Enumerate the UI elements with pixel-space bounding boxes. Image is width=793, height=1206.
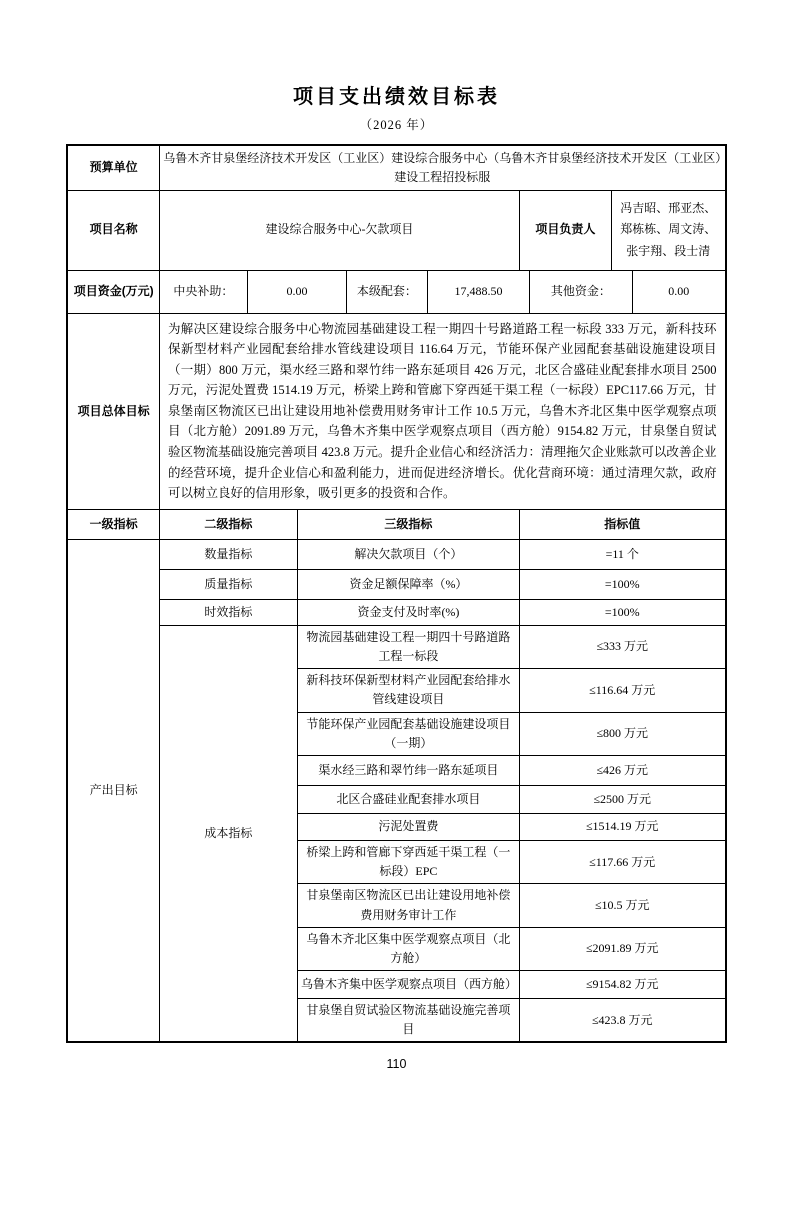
indicator-row: [67, 599, 725, 625]
local-matching-value: 17,488.50: [427, 270, 529, 313]
indicator-value: ≤1514.19 万元: [519, 813, 725, 840]
indicator-value: ≤2091.89 万元: [519, 927, 725, 970]
budget-unit-label: 预算单位: [67, 145, 159, 190]
level3-indicator: 甘泉堡自贸试验区物流基础设施完善项目: [297, 999, 519, 1043]
indicator-value: =100%: [519, 569, 725, 599]
level3-indicator: 乌鲁木齐集中医学观察点项目（西方舱）: [297, 971, 519, 999]
project-funds-row: [67, 270, 725, 313]
indicator-value: =11 个: [519, 539, 725, 569]
header-level3-indicator: 三级指标: [297, 509, 519, 539]
other-funds-value: 0.00: [632, 270, 725, 313]
project-leader-value: 冯吉昭、邢亚杰、郑栋栋、周文涛、张宇翔、段士清: [611, 190, 725, 270]
page-number: 110: [386, 1057, 407, 1072]
level2-quantity: 数量指标: [159, 539, 297, 569]
overall-goal-text: 为解决区建设综合服务中心物流园基础建设工程一期四十号路道路工程一标段 333 万元，新科技环保新型材料产业园配套给排水管线建设项目 116.64 万元，节能环保产业园配套基础设施建设项目（一期）800 万元，渠水经三路和翠竹纬一路东延项目 426 万元，北区合盛硅业配套排水项目 2500 万元，污泥处置费 1514.19 万元，桥梁上跨和管廊下穿西延干渠工程（一标段）EPC117.66 万元，甘泉堡南区物流区已出让建设用地补偿费用财务审计工作 10.5 万元，乌鲁木齐北区集中医学观察点项目（北方舱）2091.89 万元，乌鲁木齐集中医学观察点项目（西方舱）9154.82 万元，甘泉堡自贸试验区物流基础设施完善项目 423.8 万元。提升企业信心和经济活力：清理拖欠企业账款可以改善企业的经营环境，提升企业信心和盈利能力，进而促进经济增长。优化营商环境：通过清理欠款，政府可以树立良好的信用形象，吸引更多的投资和合作。: [159, 313, 725, 509]
project-leader-label: 项目负责人: [519, 190, 611, 270]
project-funds-label: 项目资金(万元): [67, 270, 159, 313]
indicator-value: ≤117.66 万元: [519, 840, 725, 883]
overall-goal-label: 项目总体目标: [67, 313, 159, 509]
level3-indicator: 乌鲁木齐北区集中医学观察点项目（北方舱）: [297, 927, 519, 970]
indicator-header-row: [67, 509, 725, 539]
project-name-label: 项目名称: [67, 190, 159, 270]
indicator-value: ≤2500 万元: [519, 785, 725, 813]
level3-indicator: 污泥处置费: [297, 813, 519, 840]
page-title: 项目支出绩效目标表: [293, 86, 500, 108]
level3-indicator: 桥梁上跨和管廊下穿西延干渠工程（一标段）EPC: [297, 840, 519, 883]
level3-indicator: 资金支付及时率(%): [297, 599, 519, 625]
document-page: [0, 84, 793, 1206]
indicator-value: ≤10.5 万元: [519, 884, 725, 927]
level3-indicator: 节能环保产业园配套基础设施建设项目（一期）: [297, 712, 519, 755]
level3-indicator: 北区合盛硅业配套排水项目: [297, 785, 519, 813]
indicator-row: [67, 569, 725, 599]
level2-cost: 成本指标: [159, 625, 297, 1042]
central-subsidy-value: 0.00: [247, 270, 346, 313]
indicator-value: ≤333 万元: [519, 625, 725, 668]
central-subsidy-label: 中央补助：: [159, 270, 247, 313]
indicator-value: ≤116.64 万元: [519, 669, 725, 712]
indicator-value: ≤423.8 万元: [519, 999, 725, 1043]
local-matching-label: 本级配套：: [346, 270, 427, 313]
page-subtitle: （2026 年）: [359, 118, 434, 132]
level2-timeliness: 时效指标: [159, 599, 297, 625]
indicator-row: [67, 625, 725, 668]
level3-indicator: 新科技环保新型材料产业园配套给排水管线建设项目: [297, 669, 519, 712]
project-name-value: 建设综合服务中心-欠款项目: [159, 190, 519, 270]
indicator-value: ≤800 万元: [519, 712, 725, 755]
level3-indicator: 物流园基础建设工程一期四十号路道路工程一标段: [297, 625, 519, 668]
level3-indicator: 渠水经三路和翠竹纬一路东延项目: [297, 755, 519, 785]
header-level2-indicator: 二级指标: [159, 509, 297, 539]
header-level1-indicator: 一级指标: [67, 509, 159, 539]
other-funds-label: 其他资金：: [529, 270, 632, 313]
level3-indicator: 甘泉堡南区物流区已出让建设用地补偿费用财务审计工作: [297, 884, 519, 927]
performance-target-table: [66, 144, 726, 1043]
header-indicator-value: 指标值: [519, 509, 725, 539]
level2-quality: 质量指标: [159, 569, 297, 599]
budget-unit-row: [67, 145, 725, 190]
project-name-row: [67, 190, 725, 270]
indicator-row: [67, 539, 725, 569]
level3-indicator: 资金足额保障率（%）: [297, 569, 519, 599]
level3-indicator: 解决欠款项目（个）: [297, 539, 519, 569]
indicator-value: =100%: [519, 599, 725, 625]
budget-unit-value: 乌鲁木齐甘泉堡经济技术开发区（工业区）建设综合服务中心（乌鲁木齐甘泉堡经济技术开发区（工业区）建设工程招投标服: [159, 145, 725, 190]
overall-goal-row: [67, 313, 725, 509]
level1-output-goal: 产出目标: [67, 539, 159, 1042]
indicator-value: ≤426 万元: [519, 755, 725, 785]
indicator-value: ≤9154.82 万元: [519, 971, 725, 999]
